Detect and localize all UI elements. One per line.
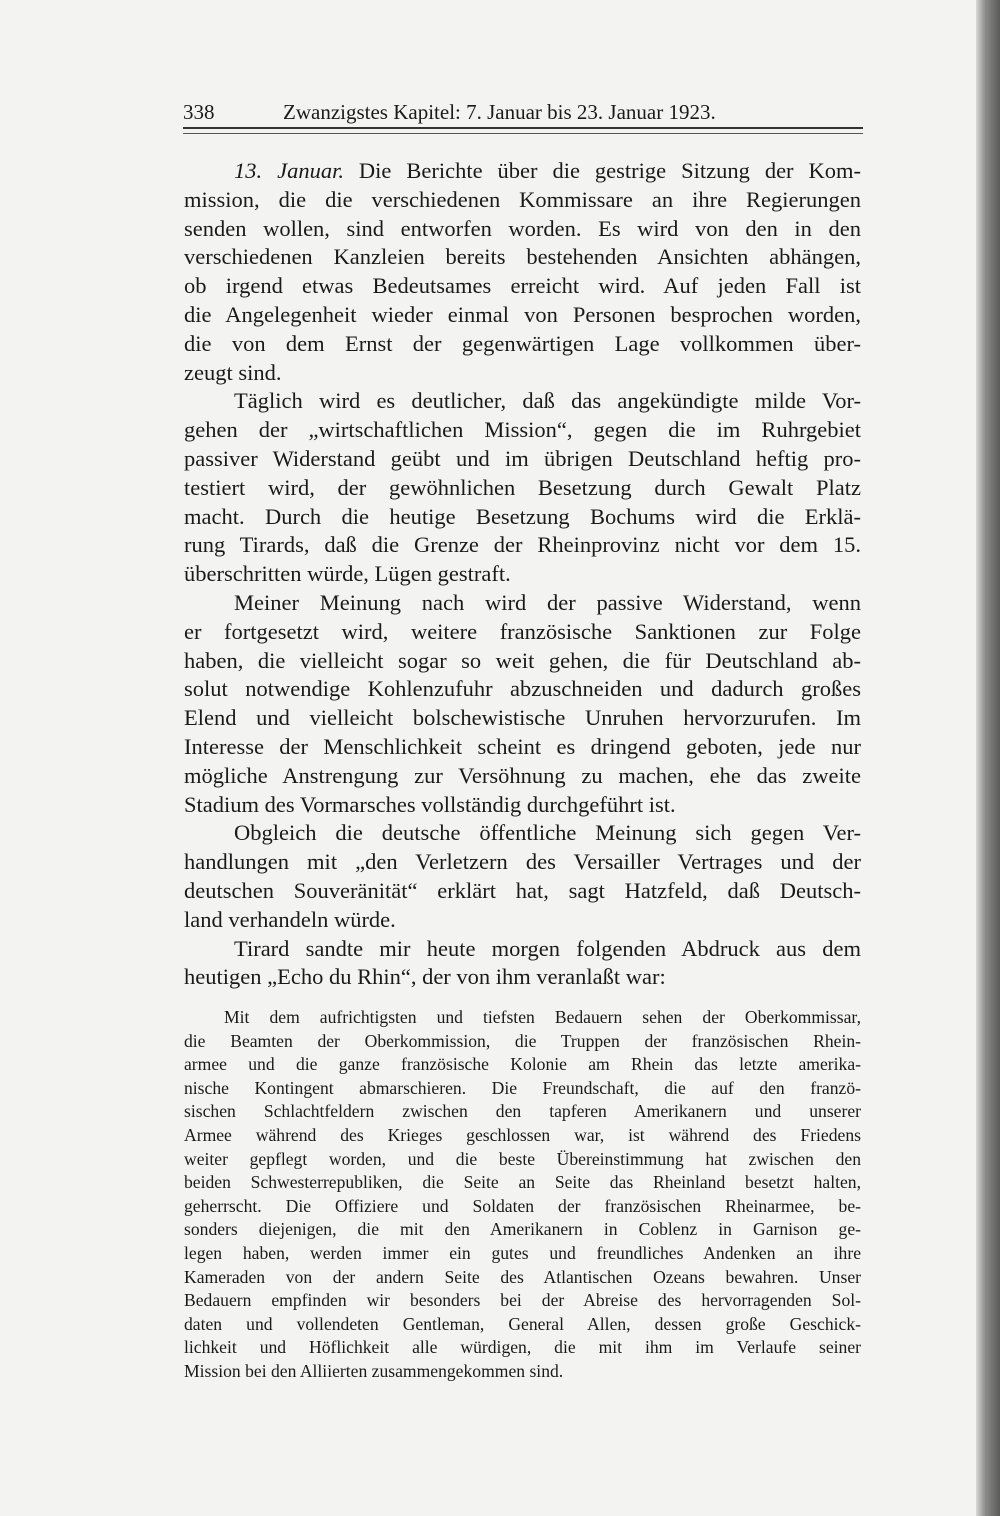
line-text: deutschen Souveränität“ erklärt hat, sagt Hatzfeld, daß Deutsch- bbox=[184, 877, 861, 903]
text-line bbox=[184, 762, 861, 791]
date-lead: 13. Januar. bbox=[234, 158, 344, 183]
line-text: rung Tirards, daß die Grenze der Rheinprovinz nicht vor dem 15. bbox=[184, 532, 861, 558]
line-text: verschiedenen Kanzleien bereits bestehenden Ansichten abhängen, bbox=[184, 244, 861, 270]
line-text: Die Berichte über die gestrige Sitzung der Kom- bbox=[343, 158, 861, 183]
text-line bbox=[184, 503, 861, 532]
quote-line: sischen Schlachtfeldern zwischen den tapferen Amerikanern und unserer bbox=[184, 1101, 861, 1122]
quote-line: weiter gepflegt worden, und die beste Übereinstimmung hat zwischen den bbox=[184, 1148, 861, 1169]
line-text: Interesse der Menschlichkeit scheint es dringend geboten, jede nur bbox=[184, 733, 861, 759]
line-text: Täglich wird es deutlicher, daß das angekündigte milde Vor- bbox=[234, 388, 861, 414]
text-line bbox=[184, 704, 861, 733]
line-text: er fortgesetzt wird, weitere französische Sanktionen zur Folge bbox=[184, 618, 861, 644]
quote-line: die Beamten der Oberkommission, die Truppen der französischen Rhein- bbox=[184, 1030, 861, 1051]
line-text: Meiner Meinung nach wird der passive Widerstand, wenn bbox=[234, 589, 861, 615]
line-text: Elend und vielleicht bolschewistische Unruhen hervorzurufen. Im bbox=[184, 705, 861, 731]
text-line bbox=[184, 157, 861, 186]
text-line bbox=[184, 819, 861, 848]
line-text: land verhandeln würde. bbox=[184, 906, 396, 932]
text-line bbox=[184, 877, 861, 906]
quote-line: Mit dem aufrichtigsten und tiefsten Bedauern sehen der Oberkommissar, bbox=[224, 1007, 861, 1027]
text-line bbox=[184, 963, 861, 992]
quote-line: geherrscht. Die Offiziere und Soldaten der französischen Rheinarmee, be- bbox=[184, 1195, 861, 1216]
line-text: handlungen mit „den Verletzern des Versailler Vertrages und der bbox=[184, 849, 861, 875]
line-text: Stadium des Vormarsches vollständig durchgeführt ist. bbox=[184, 791, 676, 817]
line-text: mögliche Anstrengung zur Versöhnung zu machen, ehe das zweite bbox=[184, 762, 861, 788]
quote-line: legen haben, werden immer ein gutes und freundliches Andenken an ihre bbox=[184, 1242, 861, 1263]
text-line bbox=[184, 560, 861, 589]
quoted-excerpt bbox=[184, 1006, 861, 1384]
text-line bbox=[184, 618, 861, 647]
text-line bbox=[184, 935, 861, 964]
running-title: Zwanzigstes Kapitel: 7. Januar bis 23. Januar 1923. bbox=[283, 100, 716, 124]
text-line bbox=[184, 445, 861, 474]
quote-line: nische Kontingent abmarschieren. Die Freundschaft, die auf den franzö- bbox=[184, 1077, 861, 1098]
line-text: passiver Widerstand geübt und im übrigen Deutschland heftig pro- bbox=[184, 445, 861, 471]
text-line bbox=[184, 848, 861, 877]
text-line bbox=[184, 330, 861, 359]
line-text: zeugt sind. bbox=[184, 359, 282, 385]
text-line bbox=[184, 791, 861, 820]
quote-line: Kameraden von der andern Seite des Atlantischen Ozeans bewahren. Unser bbox=[184, 1266, 861, 1287]
text-line bbox=[184, 359, 861, 388]
quote-line: lichkeit und Höflichkeit alle würdigen, die mit ihm im Verlaufe seiner bbox=[184, 1337, 861, 1358]
running-header bbox=[183, 100, 863, 125]
header-rule bbox=[183, 127, 863, 134]
text-line bbox=[184, 416, 861, 445]
text-line bbox=[184, 647, 861, 676]
text-line bbox=[184, 301, 861, 330]
text-line bbox=[184, 589, 861, 618]
text-line bbox=[184, 474, 861, 503]
line-text: Tirard sandte mir heute morgen folgenden Abdruck aus dem bbox=[234, 935, 861, 961]
line-text: haben, die vielleicht sogar so weit gehen, die für Deutschland ab- bbox=[184, 647, 861, 673]
quote-line: Armee während des Krieges geschlossen war, ist während des Friedens bbox=[184, 1124, 861, 1145]
main-text bbox=[184, 157, 861, 992]
text-line bbox=[184, 906, 861, 935]
quote-line: Mission bei den Alliierten zusammengekommen sind. bbox=[184, 1360, 564, 1381]
text-line bbox=[184, 243, 861, 272]
text-line bbox=[184, 387, 861, 416]
line-text: Obgleich die deutsche öffentliche Meinung sich gegen Ver- bbox=[234, 820, 861, 846]
text-line bbox=[184, 215, 861, 244]
text-line bbox=[184, 186, 861, 215]
line-text: solut notwendige Kohlenzufuhr abzuschneiden und dadurch großes bbox=[184, 676, 861, 702]
line-text: macht. Durch die heutige Besetzung Bochums wird die Erklä- bbox=[184, 503, 861, 529]
line-text: senden wollen, sind entworfen worden. Es wird von den in den bbox=[184, 215, 861, 241]
quote-line: armee und die ganze französische Kolonie am Rhein das letzte amerika- bbox=[184, 1054, 861, 1075]
line-text: testiert wird, der gewöhnlichen Besetzung durch Gewalt Platz bbox=[184, 474, 861, 500]
line-text: überschritten würde, Lügen gestraft. bbox=[184, 561, 511, 587]
page-number: 338 bbox=[183, 100, 215, 124]
line-text: die von dem Ernst der gegenwärtigen Lage vollkommen über- bbox=[184, 330, 861, 356]
text-line bbox=[184, 531, 861, 560]
line-text: ob irgend etwas Bedeutsames erreicht wird. Auf jeden Fall ist bbox=[184, 273, 861, 299]
quote-line: beiden Schwesterrepubliken, die Seite an Seite das Rheinland besetzt halten, bbox=[184, 1172, 861, 1193]
book-spine-shadow bbox=[976, 0, 1000, 1516]
text-line bbox=[184, 272, 861, 301]
line-text: die Angelegenheit wieder einmal von Personen besprochen worden, bbox=[184, 301, 861, 327]
line-text: heutigen „Echo du Rhin“, der von ihm veranlaßt war: bbox=[184, 964, 666, 990]
quote-line: Bedauern empfinden wir besonders bei der Abreise des hervorragenden Sol- bbox=[184, 1290, 861, 1311]
quote-line: sonders diejenigen, die mit den Amerikanern in Coblenz in Garnison ge- bbox=[184, 1219, 861, 1240]
line-text: mission, die die verschiedenen Kommissare an ihre Regierungen bbox=[184, 186, 861, 212]
line-text: gehen der „wirtschaftlichen Mission“, gegen die im Ruhrgebiet bbox=[184, 417, 861, 443]
text-line bbox=[184, 733, 861, 762]
quote-line: daten und vollendeten Gentleman, General Allen, dessen große Geschick- bbox=[184, 1313, 861, 1334]
text-line bbox=[184, 675, 861, 704]
